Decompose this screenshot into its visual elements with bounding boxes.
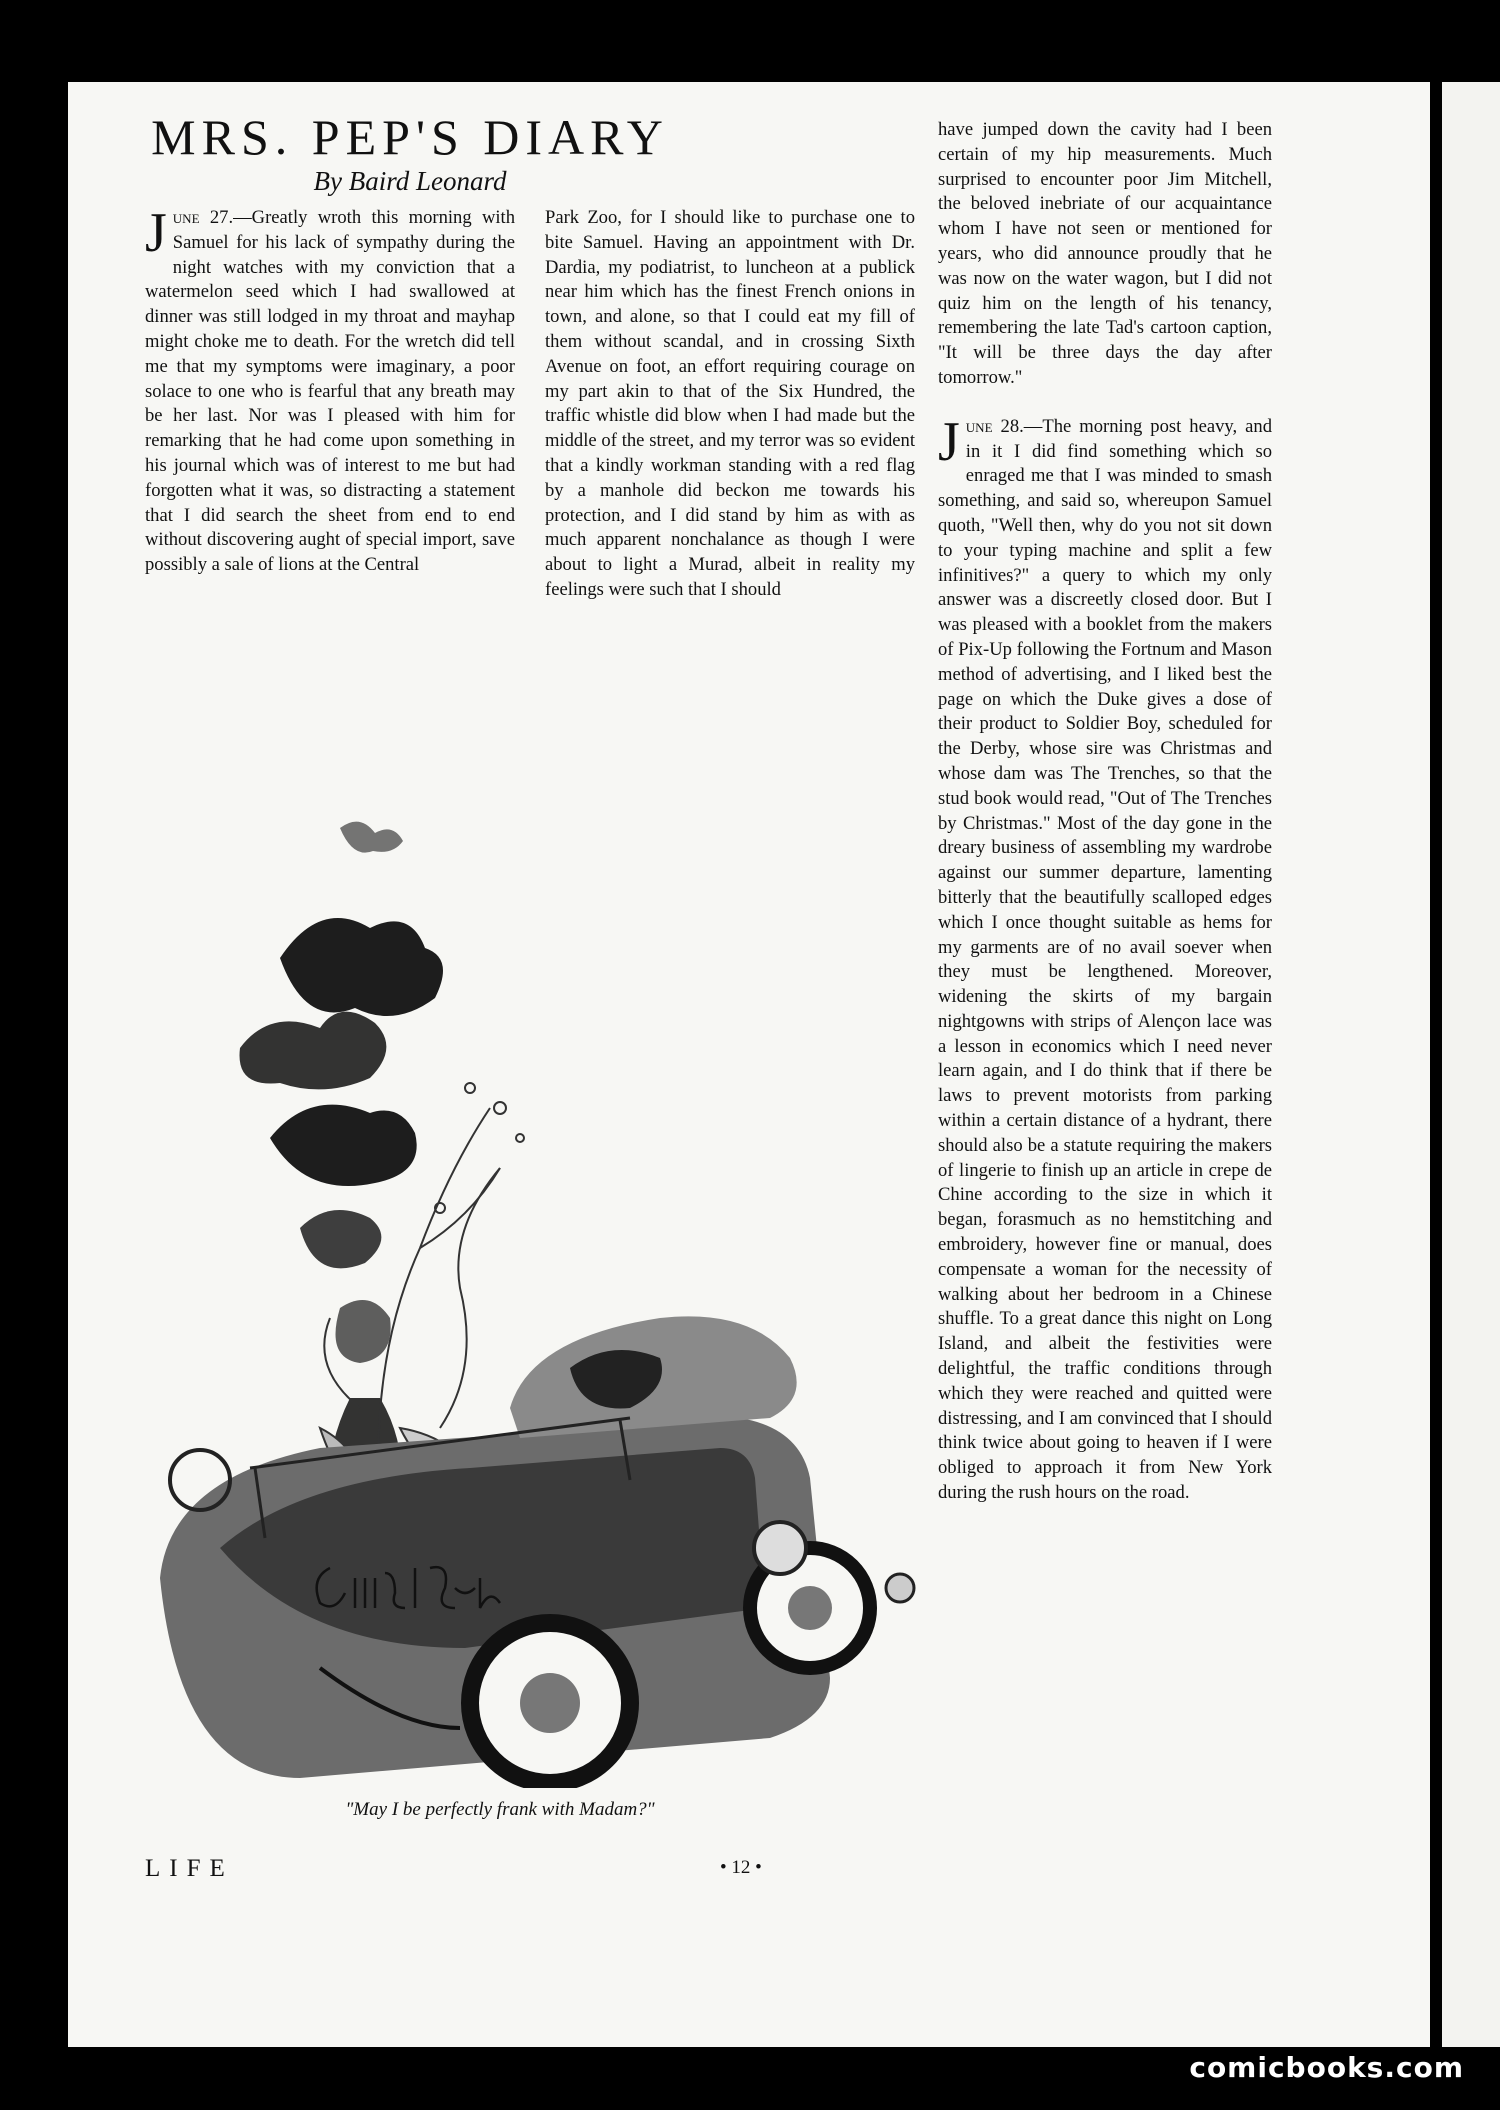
column-2 [545,206,915,603]
car-illustration [140,808,930,1788]
watermark: comicbooks.com [1189,2051,1464,2084]
entry-date: une 28 [965,415,1020,437]
entry-date: une 27 [172,207,229,228]
page-gutter [1430,82,1442,2047]
drop-cap: J [938,410,960,473]
foliage-drawing [240,822,444,1536]
entry-text-continued: have jumped down the cavity had I been certain of my hip measurements. Much surprised to encounter poor Jim Mitchell, the beloved inebriate of our acquaintance whom I have not seen or mentioned for years, who did announce proudly that he was now on the water wagon, but I did not quiz him on the length of his tenancy, remembering the late Tad's cartoon caption, "It will be three days the day after tomorrow." [938,119,1272,388]
magazine-name: LIFE [145,1855,234,1882]
page-number: • 12 • [720,1857,762,1878]
facing-page-edge [1442,82,1500,2047]
drop-cap: J [145,202,167,264]
illustration-caption: "May I be perfectly frank with Madam?" [345,1799,655,1820]
entry-text: .—The morning post heavy, and in it I did find something which so enraged me that I was minded to smash something, and said so, whereupon Samuel quoth, "Well then, why do you not sit down to your typing machine and split a few infinitives?" a query to which my only answer was a discreetly closed door. But I was pleased with a booklet from the makers of Pix-Up following the Fortnum and Mason method of advertising, and I liked best the page on which the Duke gives a dose of their product to Soldier Boy, scheduled for the Derby, whose sire was Christmas and whose dam was The Trenches, so that the stud book would read, "Out of The Trenches by Christmas." Most of the day gone in the dreary business of assembling my wardrobe against our summer departure, lamenting bitterly that the beautifully scalloped edges which I once thought suitable as hems for my garments are of no avail soever when they must be lengthened. Moreover, widening the skirts of my bargain nightgowns with strips of Alençon lace was a lesson in economics which I need never learn again, and I do think that if there be laws to prevent motorists from parking within a certain distance of a hydrant, there should also be a statute requiring the makers of lingerie to finish up an article in crepe de Chine according to the size in which it began, forasmuch as no hemstitching and embroidery, however fine or manual, does compensate a woman for the necessity of walking about her bedroom in a Chinese shuffle. To a great dance this night on Long Island, and albeit the festivities were delightful, the traffic conditions through which they were reached and quitted were distressing, and I am convinced that I should think twice about going to heaven if I were obliged to approach it from New York during the rush hours on the road. [938,415,1272,1504]
car-drawing [160,1316,914,1783]
column-1 [145,202,515,578]
entry-june-27 [145,202,515,578]
entry-text-continued: Park Zoo, for I should like to purchase one to bite Samuel. Having an appointment with Dr. Dardia, my podiatrist, to luncheon at a publick near him which has the finest French onions in town, and alone, so that I could eat my fill of them without scandal, and in crossing Sixth Avenue on foot, an effort requiring courage on my part akin to that of the Six Hundred, the traffic whistle did blow when I had made but the middle of the street, and my terror was so evident that a kindly workman standing with a red flag by a manhole did beckon me towards his protection, and I did stand by him as with as much apparent nonchalance as though I were about to light a Murad, albeit in reality my feelings were such that I should [545,207,915,600]
column-3 [938,118,1272,1506]
article-byline: By Baird Leonard [313,166,507,196]
entry-text: .—Greatly wroth this morning with Samuel for his lack of sympathy during the night watches with my conviction that a watermelon seed which I had swallowed at dinner was still lodged in my throat and mayhap might choke me to death. For the wretch did tell me that my symptoms were imaginary, a poor solace to one who is fearful that any breath may be her last. Nor was I pleased with him for remarking that he had come upon something in his journal which was of interest to me but had forgotten what it was, so distracting a statement that I did search the sheet from end to end without discovering aught of special import, save possibly a sale of lions at the Central [145,207,515,576]
entry-june-28 [938,410,1272,1506]
article-title: MRS. PEP'S DIARY [151,109,669,165]
